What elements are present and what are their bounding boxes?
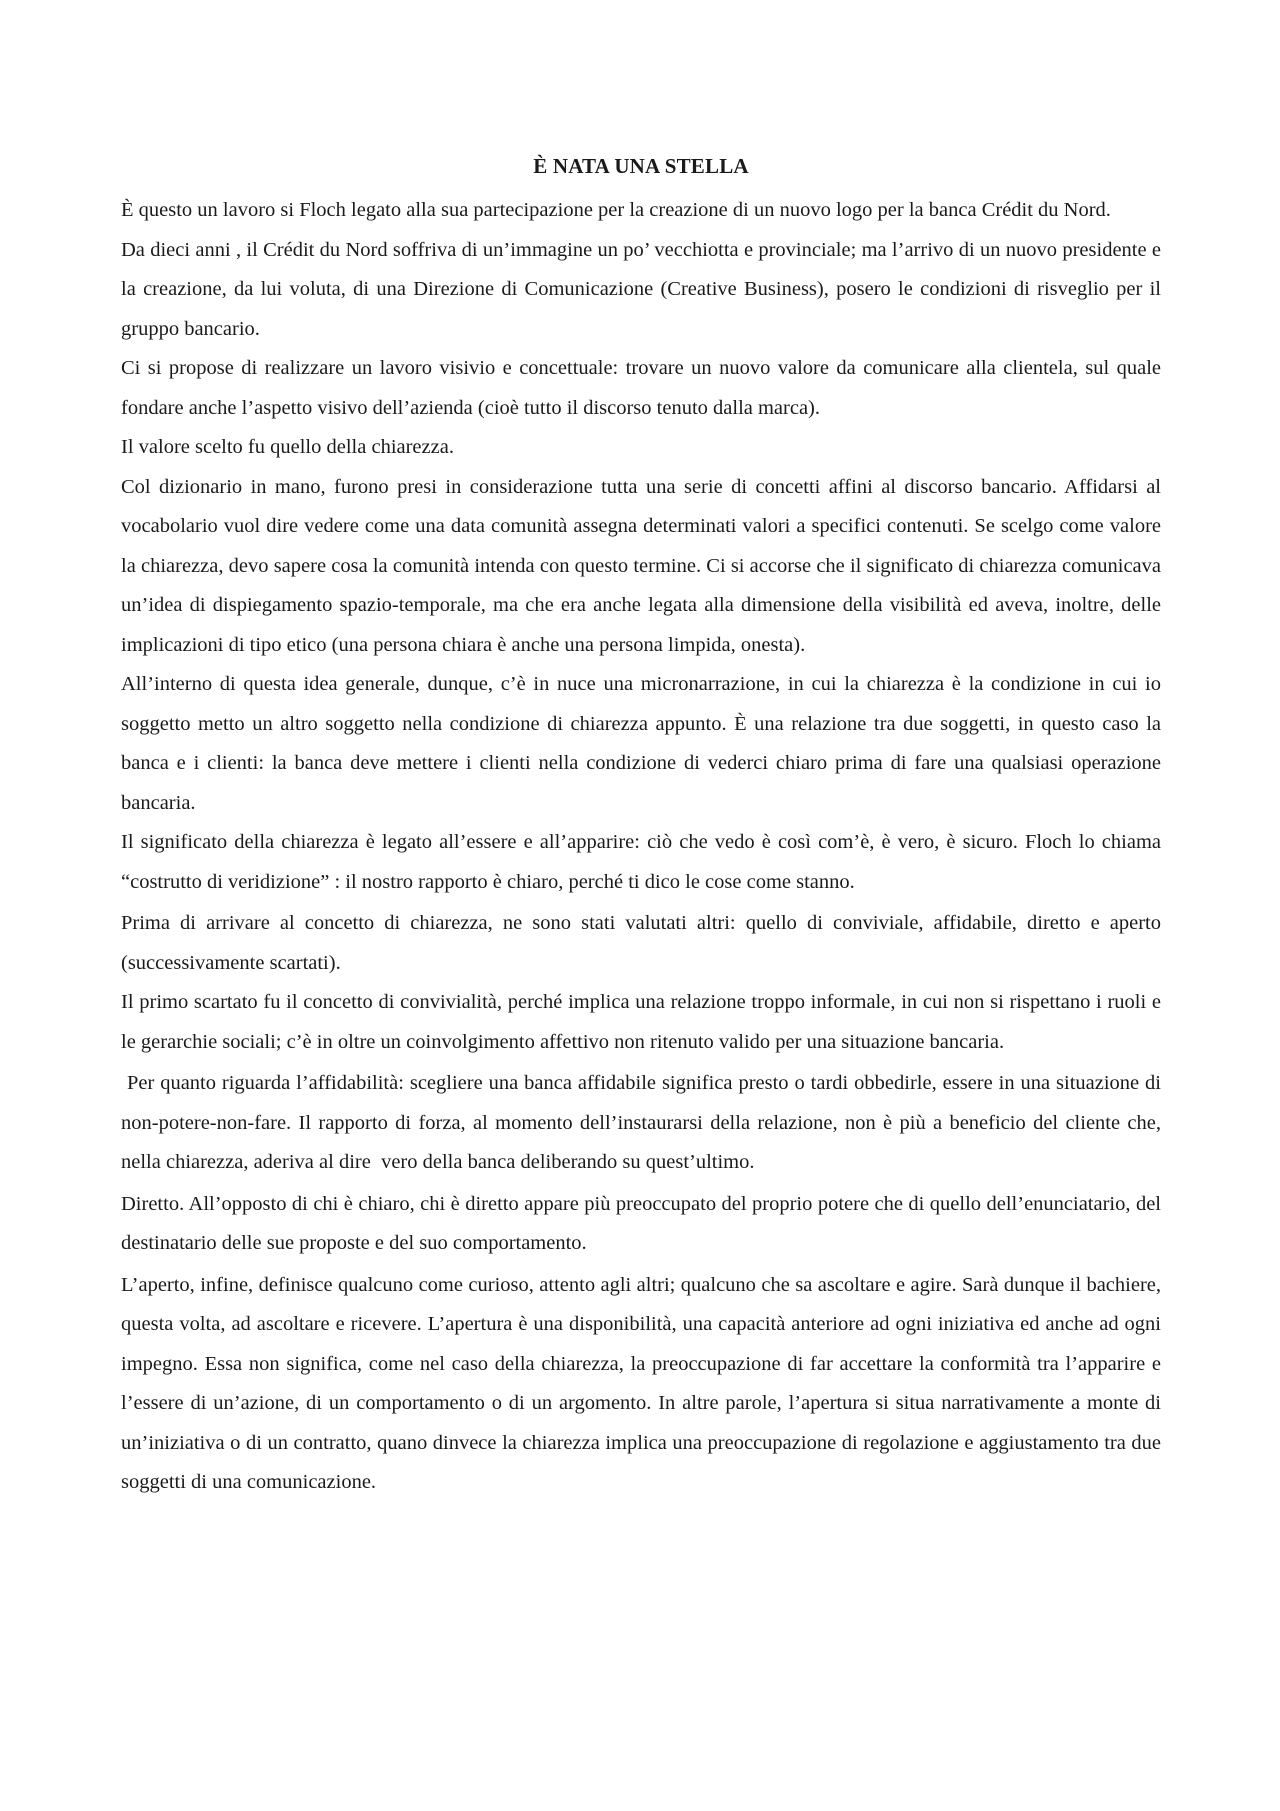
paragraph-3: Ci si propose di realizzare un lavoro visivio e concettuale: trovare un nuovo valore da comunicare alla clientela, sul quale fondare anche l’aspetto visivo dell’azienda (cioè tutto il discorso tenuto dalla marca). (121, 357, 1161, 419)
paragraph-12: L’aperto, infine, definisce qualcuno come curioso, attento agli altri; qualcuno che sa ascoltare e agire. Sarà dunque il bachiere, questa volta, ad ascoltare e ricevere. L’apertura è una disponibilità, una capacità anteriore ad ogni iniziativa ed anche ad ogni impegno. Essa non significa, come nel caso della chiarezza, la preoccupazione di far accettare la conformità tra l’apparire e l’essere di un’azione, di un comportamento o di un argomento. In altre parole, l’apertura si situa narrativamente a monte di un’iniziativa o di un contratto, quano dinvece la chiarezza implica una preoccupazione di regolazione e aggiustamento tra due soggetti di una comunicazione. (121, 1273, 1161, 1493)
paragraph-6: All’interno di questa idea generale, dunque, c’è in nuce una micronarrazione, in cui la chiarezza è la condizione in cui io soggetto metto un altro soggetto nella condizione di chiarezza appunto. È una relazione tra due soggetti, in questo caso la banca e i clienti: la banca deve mettere i clienti nella condizione di vederci chiaro prima di fare una qualsiasi operazione bancaria. (121, 673, 1161, 814)
paragraph-8: Prima di arrivare al concetto di chiarezza, ne sono stati valutati altri: quello di conviviale, affidabile, diretto e aperto (successivamente scartati). (121, 912, 1161, 974)
paragraph-5: Col dizionario in mano, furono presi in considerazione tutta una serie di concetti affini al discorso bancario. Affidarsi al vocabolario vuol dire vedere come una data comunità assegna determinati valori a specifici contenuti. Se scelgo come valore la chiarezza, devo sapere cosa la comunità intenda con questo termine. Ci si accorse che il significato di chiarezza comunicava un’idea di dispiegamento spazio-temporale, ma che era anche legata alla dimensione della visibilità ed aveva, inoltre, delle implicazioni di tipo etico (una persona chiara è anche una persona limpida, onesta). (121, 475, 1161, 656)
paragraph-2: Da dieci anni , il Crédit du Nord soffriva di un’immagine un po’ vecchiotta e provinciale; ma l’arrivo di un nuovo presidente e la creazione, da lui voluta, di una Direzione di Comunicazione (Creative Business), posero le condizioni di risveglio per il gruppo bancario. (121, 238, 1161, 340)
document-body (121, 150, 1167, 1503)
paragraph-11: Diretto. All’opposto di chi è chiaro, chi è diretto appare più preoccupato del proprio potere che di quello dell’enunciatario, del destinatario delle sue proposte e del suo comportamento. (121, 1192, 1161, 1254)
paragraph-9: Il primo scartato fu il concetto di convivialità, perché implica una relazione troppo informale, in cui non si rispettano i ruoli e le gerarchie sociali; c’è in oltre un coinvolgimento affettivo non ritenuto valido per una situazione bancaria. (121, 991, 1161, 1053)
paragraph-10: Per quanto riguarda l’affidabilità: scegliere una banca affidabile significa presto o tardi obbedirle, essere in una situazione di non-potere-non-fare. Il rapporto di forza, al momento dell’instaurarsi della relazione, non è più a beneficio del cliente che, nella chiarezza, aderiva al dire vero della banca deliberando su quest’ultimo. (121, 1072, 1167, 1173)
paragraph-1: È questo un lavoro si Floch legato alla sua partecipazione per la creazione di un nuovo logo per la banca Crédit du Nord. (121, 199, 1111, 221)
paragraph-7: Il significato della chiarezza è legato all’essere e all’apparire: ciò che vedo è così com’è, è vero, è sicuro. Floch lo chiama “costrutto di veridizione” : il nostro rapporto è chiaro, perché ti dico le cose come stanno. (121, 831, 1161, 893)
paragraph-4: Il valore scelto fu quello della chiarezza. (121, 436, 454, 458)
page-title: È NATA UNA STELLA (533, 154, 749, 178)
